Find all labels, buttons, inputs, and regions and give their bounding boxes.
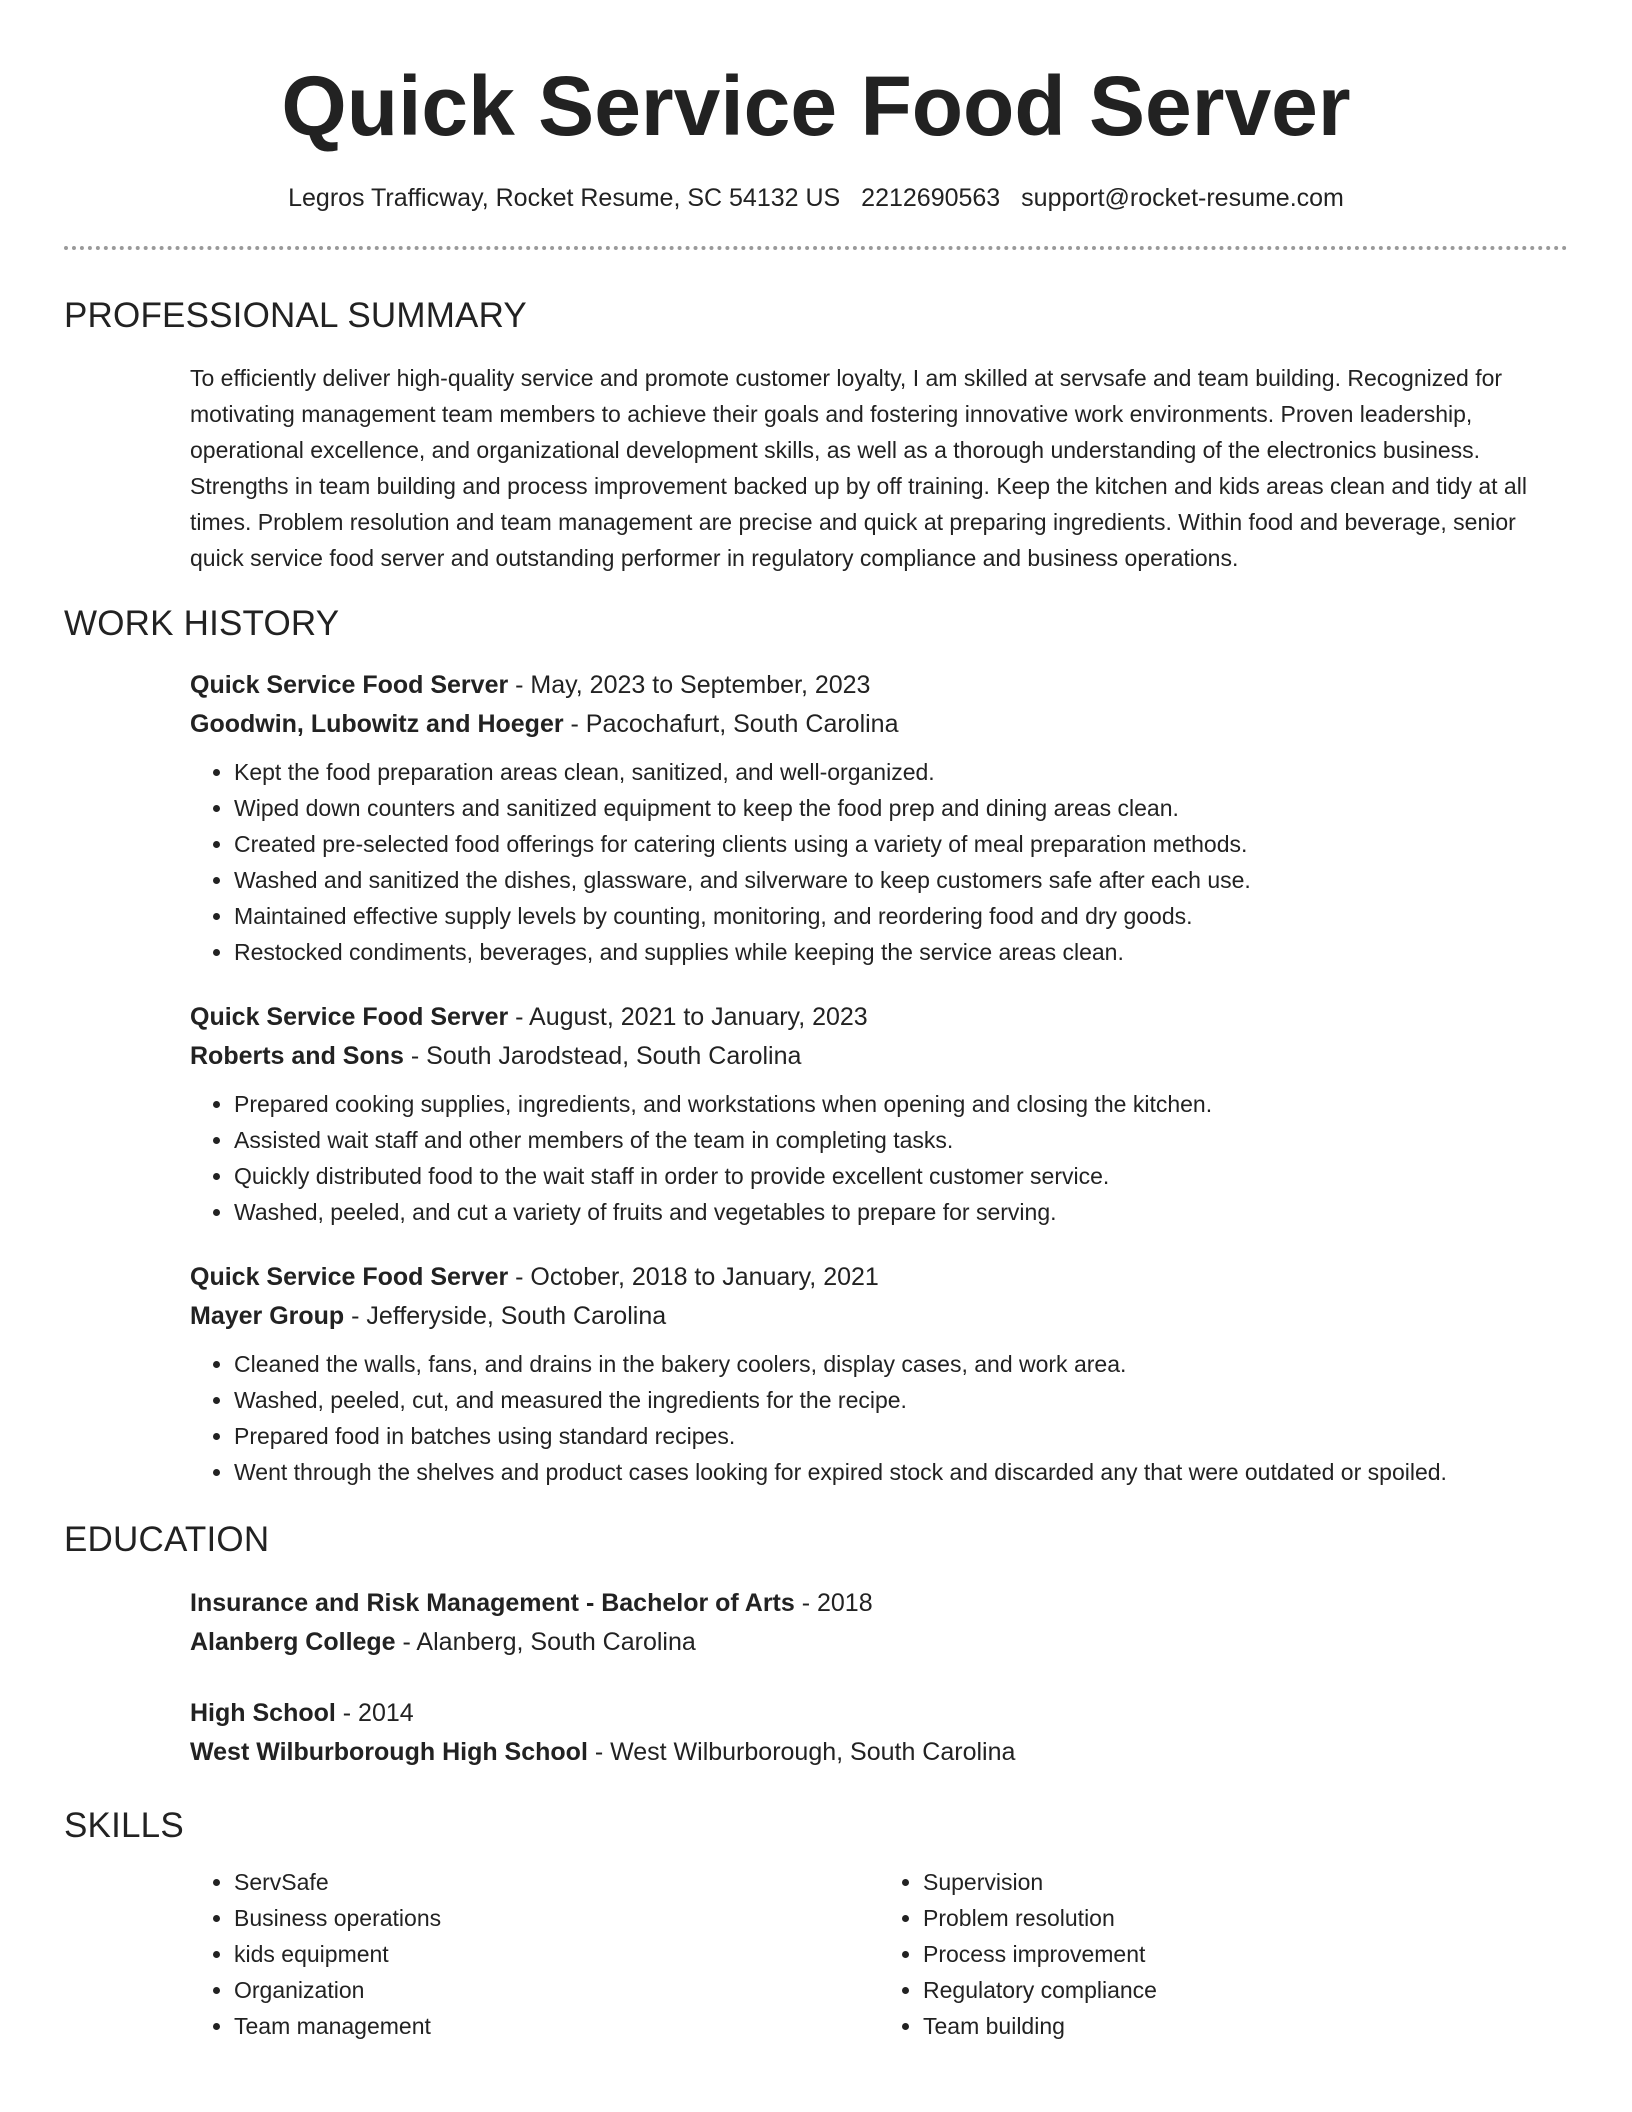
education-year: - 2014 — [335, 1699, 414, 1727]
skill-item: • ServSafe — [234, 1864, 879, 1900]
section-title-summary: PROFESSIONAL SUMMARY — [64, 296, 527, 335]
skill-item: • Team management — [234, 2008, 879, 2044]
education-degree-line — [190, 1694, 1568, 1733]
contact-email: support@rocket-resume.com — [1021, 184, 1344, 212]
skills-columns — [190, 1864, 1568, 2044]
section-title-work-history: WORK HISTORY — [64, 604, 340, 643]
job-duty: • Restocked condiments, beverages, and supplies while keeping the service areas clean. — [234, 934, 1568, 970]
skill-item: • Problem resolution — [923, 1900, 1568, 1936]
job-role-line — [190, 998, 1568, 1037]
job-duty: • Kept the food preparation areas clean, sanitized, and well-organized. — [234, 754, 1568, 790]
job-company-line — [190, 705, 1568, 744]
job-duty: • Went through the shelves and product cases looking for expired stock and discarded any that were outdated or spoiled. — [234, 1454, 1568, 1490]
job-dates: - May, 2023 to September, 2023 — [508, 671, 871, 699]
education-degree: High School — [190, 1699, 336, 1727]
skills-list-right — [879, 1864, 1568, 2044]
education-school: Alanberg College — [190, 1628, 396, 1656]
section-title-skills: SKILLS — [64, 1806, 184, 1845]
skill-item: • Process improvement — [923, 1936, 1568, 1972]
job-duty: • Assisted wait staff and other members of the team in completing tasks. — [234, 1122, 1568, 1158]
section-title-education: EDUCATION — [64, 1520, 270, 1559]
education-degree-line — [190, 1584, 1568, 1623]
job-duty: • Prepared food in batches using standard recipes. — [234, 1418, 1568, 1454]
job-duty: • Washed, peeled, and cut a variety of fruits and vegetables to prepare for serving. — [234, 1194, 1568, 1230]
education-location: - West Wilburborough, South Carolina — [587, 1738, 1016, 1766]
job-role-line — [190, 1258, 1568, 1297]
job-company: Mayer Group — [190, 1302, 345, 1330]
resume-header — [64, 0, 1568, 214]
skill-item: • Regulatory compliance — [923, 1972, 1568, 2008]
job-company-line — [190, 1037, 1568, 1076]
job-duty: • Prepared cooking supplies, ingredients, and workstations when opening and closing the kitchen. — [234, 1086, 1568, 1122]
job-duties-list — [190, 754, 1568, 970]
job-role: Quick Service Food Server — [190, 1003, 509, 1031]
job-duties-list — [190, 1346, 1568, 1490]
header-divider — [64, 246, 1568, 250]
job-entry — [190, 998, 1568, 1230]
job-dates: - October, 2018 to January, 2021 — [508, 1263, 879, 1291]
skill-item: • Supervision — [923, 1864, 1568, 1900]
job-duty: • Quickly distributed food to the wait staff in order to provide excellent customer service. — [234, 1158, 1568, 1194]
education-school-line — [190, 1623, 1568, 1662]
job-duty: • Cleaned the walls, fans, and drains in the bakery coolers, display cases, and work area. — [234, 1346, 1568, 1382]
job-company: Goodwin, Lubowitz and Hoeger — [190, 710, 564, 738]
skills-list-left — [190, 1864, 879, 2044]
education-entry — [190, 1694, 1568, 1772]
job-dates: - August, 2021 to January, 2023 — [508, 1003, 868, 1031]
education-year: - 2018 — [794, 1589, 873, 1617]
job-duty: • Created pre-selected food offerings for catering clients using a variety of meal preparation methods. — [234, 826, 1568, 862]
skill-item: • Organization — [234, 1972, 879, 2008]
education-location: - Alanberg, South Carolina — [395, 1628, 696, 1656]
job-role: Quick Service Food Server — [190, 671, 509, 699]
job-entry — [190, 1258, 1568, 1490]
education-school-line — [190, 1733, 1568, 1772]
contact-phone: 2212690563 — [861, 184, 1001, 212]
job-entry — [190, 666, 1568, 970]
skill-item: • Business operations — [234, 1900, 879, 1936]
job-duty: • Maintained effective supply levels by counting, monitoring, and reordering food and dry goods. — [234, 898, 1568, 934]
education-entry — [190, 1584, 1568, 1662]
job-company: Roberts and Sons — [190, 1042, 404, 1070]
contact-address: Legros Trafficway, Rocket Resume, SC 54132 US — [288, 184, 841, 212]
job-location: - Pacochafurt, South Carolina — [563, 710, 899, 738]
job-company-line — [190, 1297, 1568, 1336]
job-duty: • Washed, peeled, cut, and measured the ingredients for the recipe. — [234, 1382, 1568, 1418]
education-school: West Wilburborough High School — [190, 1738, 588, 1766]
education-degree: Insurance and Risk Management - Bachelor of Arts — [190, 1589, 795, 1617]
contact-line — [64, 182, 1568, 214]
skill-item: • Team building — [923, 2008, 1568, 2044]
job-location: - South Jarodstead, South Carolina — [403, 1042, 802, 1070]
skill-item: • kids equipment — [234, 1936, 879, 1972]
job-location: - Jefferyside, South Carolina — [344, 1302, 667, 1330]
job-duties-list — [190, 1086, 1568, 1230]
summary-text: To efficiently deliver high-quality service and promote customer loyalty, I am skilled at servsafe and team building. Recognized for motivating management team members to achieve their goals and fostering innovative work environments. Proven leadership, operational excellence, and organizational development skills, as well as a thorough understanding of the electronics business. Strengths in team building and process improvement backed up by off training. Keep the kitchen and kids areas clean and tidy at all times. Problem resolution and team management are precise and quick at preparing ingredients. Within food and beverage, senior quick service food server and outstanding performer in regulatory compliance and business operations. — [190, 365, 1527, 571]
job-role: Quick Service Food Server — [190, 1263, 509, 1291]
job-role-line — [190, 666, 1568, 705]
job-duty: • Wiped down counters and sanitized equipment to keep the food prep and dining areas clean. — [234, 790, 1568, 826]
job-duty: • Washed and sanitized the dishes, glassware, and silverware to keep customers safe after each use. — [234, 862, 1568, 898]
candidate-name: Quick Service Food Server — [281, 59, 1351, 153]
